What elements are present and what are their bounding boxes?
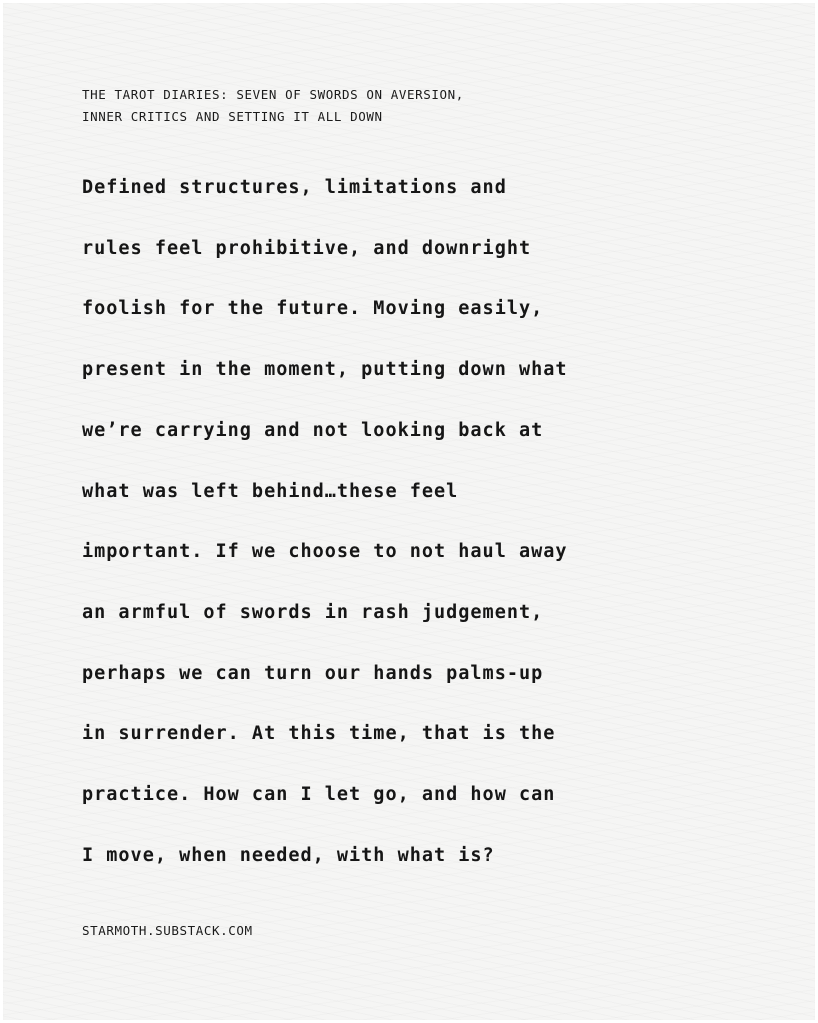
title-line-2: INNER CRITICS AND SETTING IT ALL DOWN [82, 109, 383, 124]
body-line-3: foolish for the future. Moving easily, [82, 298, 544, 320]
footer-site-url: STARMOTH.SUBSTACK.COM [82, 923, 253, 938]
title-line-1: THE TAROT DIARIES: SEVEN OF SWORDS ON AVERSION, [82, 87, 464, 102]
body-line-7: important. If we choose to not haul away [82, 541, 568, 563]
body-line-4: present in the moment, putting down what [82, 359, 568, 381]
body-line-11: practice. How can I let go, and how can [82, 784, 556, 806]
body-line-8: an armful of swords in rash judgement, [82, 601, 544, 623]
body-line-10: in surrender. At this time, that is the [82, 723, 556, 745]
body-line-12: I move, when needed, with what is? [82, 844, 495, 866]
body-line-2: rules feel prohibitive, and downright [82, 237, 532, 259]
body-line-5: we’re carrying and not looking back at [82, 419, 544, 441]
body-line-6: what was left behind…these feel [82, 480, 459, 502]
page-title [82, 84, 702, 128]
body-line-9: perhaps we can turn our hands palms-up [82, 662, 544, 684]
body-text [82, 158, 762, 886]
body-line-1: Defined structures, limitations and [82, 177, 507, 198]
